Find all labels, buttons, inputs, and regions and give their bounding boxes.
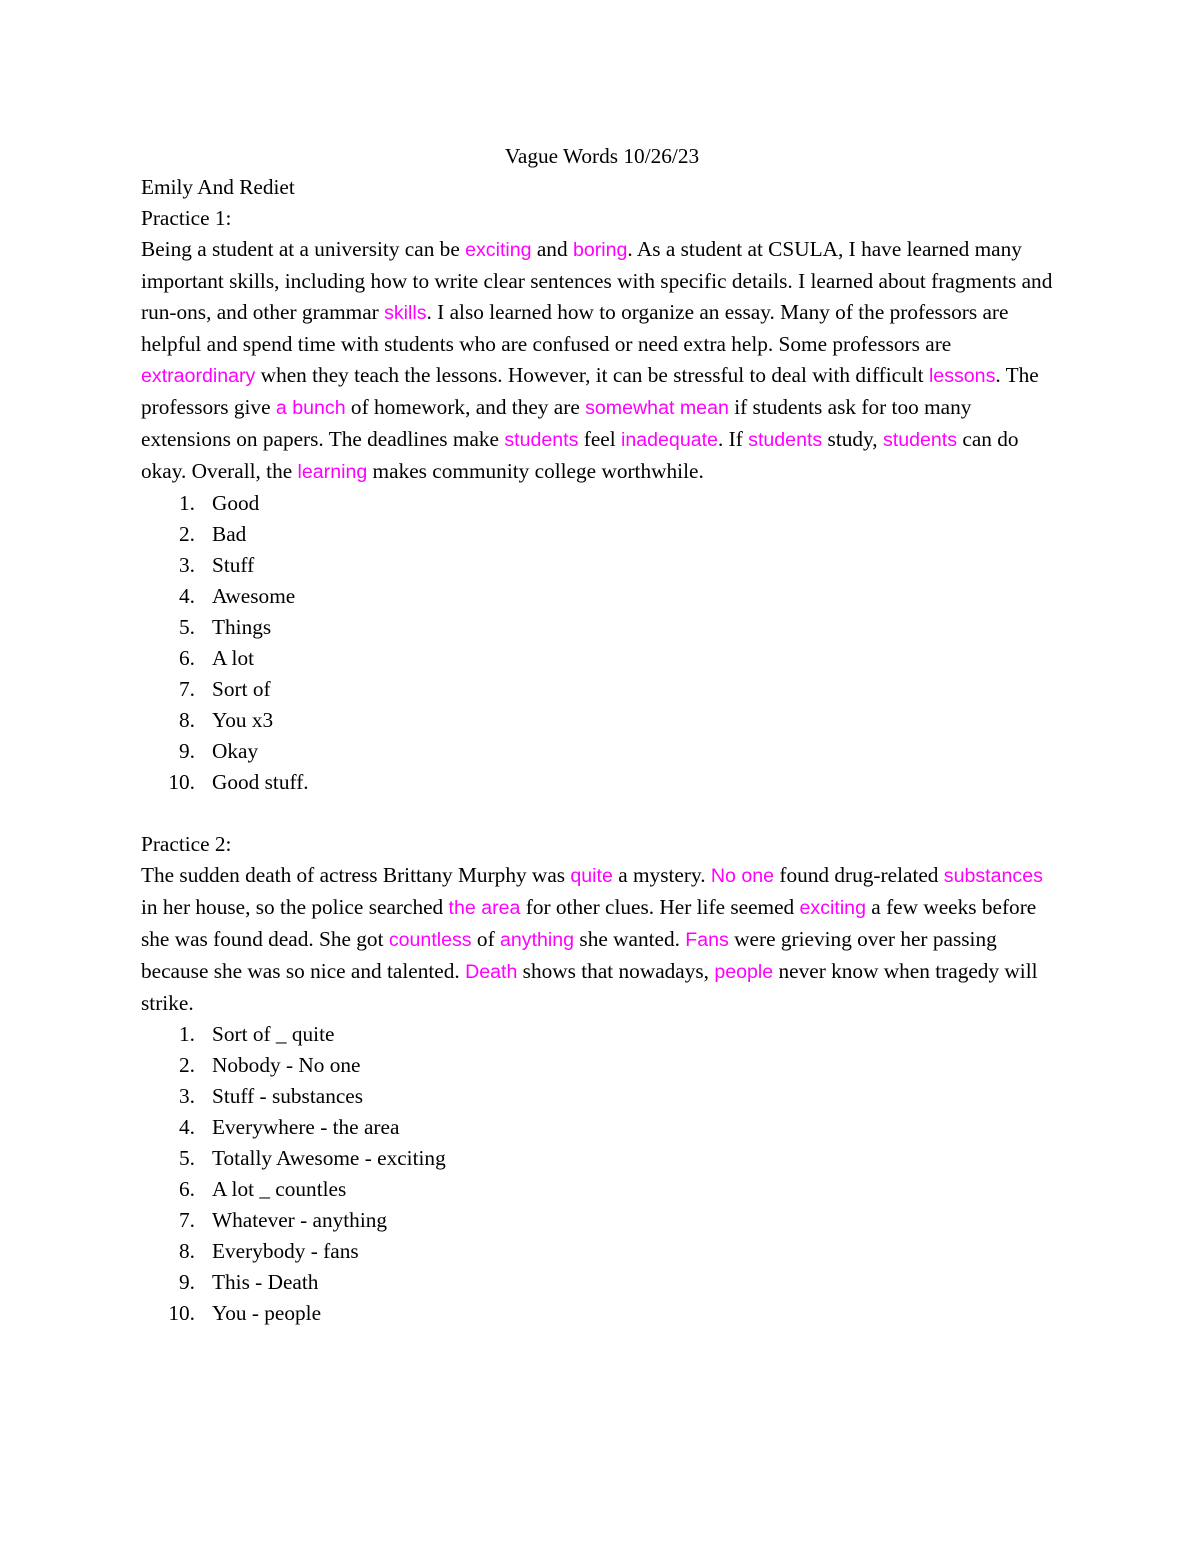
list-item-number: 2. [179, 522, 195, 546]
paragraph-text: she wanted. [574, 927, 686, 951]
list-item-text: A lot [212, 646, 255, 670]
list-item-number: 8. [179, 1239, 195, 1263]
list-item [141, 705, 1063, 736]
list-item-number: 4. [179, 584, 195, 608]
list-item-number: 9. [179, 739, 195, 763]
highlighted-vague-word: students [504, 429, 579, 451]
list-item-text: This - Death [212, 1270, 319, 1294]
paragraph-text: in her house, so the police searched [141, 895, 449, 919]
list-item-number: 4. [179, 1115, 195, 1139]
paragraph-text: can do okay. Overall, the [141, 427, 1019, 483]
highlighted-vague-word: lessons [928, 365, 996, 387]
paragraph-text: of [471, 927, 500, 951]
list-item [141, 767, 1063, 798]
list-item [141, 1267, 1063, 1298]
list-item-number: 8. [179, 708, 195, 732]
practice-2-replacement-list [141, 1019, 1063, 1329]
list-item-text: A lot _ countles [212, 1177, 347, 1201]
paragraph-text: a mystery. [612, 863, 711, 887]
practice-2-paragraph [141, 860, 1063, 1019]
practice-2-heading: Practice 2: [141, 832, 232, 856]
list-item-text: Totally Awesome - exciting [212, 1146, 446, 1170]
practice-1-paragraph [141, 234, 1063, 488]
paragraph-text: makes community college worthwhile. [367, 459, 704, 483]
paragraph-text: study, [822, 427, 883, 451]
list-item-text: You x3 [212, 708, 274, 732]
paragraph-text: and [531, 237, 573, 261]
list-item-number: 1. [179, 491, 195, 515]
highlighted-vague-word: quite [570, 865, 613, 887]
list-item-text: You - people [212, 1301, 322, 1325]
highlighted-vague-word: anything [500, 929, 575, 951]
list-item [141, 1143, 1063, 1174]
highlighted-vague-word: Fans [685, 929, 729, 951]
list-item-number: 5. [179, 615, 195, 639]
list-item-text: Sort of [212, 677, 271, 701]
highlighted-vague-word: boring [572, 239, 628, 261]
list-item [141, 1019, 1063, 1050]
paragraph-text: shows that nowadays, [517, 959, 715, 983]
list-item-number: 10. [168, 1301, 195, 1325]
list-item-text: Everywhere - the area [212, 1115, 400, 1139]
list-item [141, 674, 1063, 705]
list-item [141, 643, 1063, 674]
list-item-text: Bad [212, 522, 247, 546]
list-item-number: 1. [179, 1022, 195, 1046]
list-item-number: 9. [179, 1270, 195, 1294]
list-item-number: 10. [168, 770, 195, 794]
paragraph-text: never know when tragedy will strike. [141, 959, 1038, 1015]
paragraph-text: . The professors give [141, 363, 1039, 419]
highlighted-vague-word: No one [710, 865, 775, 887]
paragraph-text: . I also learned how to organize an essay. Many of the professors are helpful and spend time with students who are confused or need extra help. Some professors are [141, 300, 1009, 356]
paragraph-text: for other clues. Her life seemed [520, 895, 800, 919]
list-item [141, 1112, 1063, 1143]
list-item-number: 6. [179, 646, 195, 670]
list-item-text: Stuff - substances [212, 1084, 364, 1108]
list-item-number: 3. [179, 553, 195, 577]
highlighted-vague-word: extraordinary [141, 365, 256, 387]
list-item [141, 1081, 1063, 1112]
paragraph-text: found drug-related [774, 863, 944, 887]
list-item [141, 1050, 1063, 1081]
document-body [141, 141, 1063, 1329]
paragraph-text: if students ask for too many extensions on papers. The deadlines make [141, 395, 972, 451]
list-item-text: Sort of _ quite [212, 1022, 335, 1046]
list-item [141, 581, 1063, 612]
list-item [141, 1174, 1063, 1205]
list-item [141, 736, 1063, 767]
list-item-number: 3. [179, 1084, 195, 1108]
list-item-text: Everybody - fans [212, 1239, 359, 1263]
list-item-number: 7. [179, 1208, 195, 1232]
highlighted-vague-word: somewhat mean [585, 397, 729, 419]
practice-1-heading: Practice 1: [141, 206, 232, 230]
document-title: Vague Words 10/26/23 [504, 144, 700, 168]
list-item-text: Good [212, 491, 260, 515]
list-item-text: Things [212, 615, 272, 639]
list-item-number: 2. [179, 1053, 195, 1077]
highlighted-vague-word: countless [388, 929, 472, 951]
list-item [141, 550, 1063, 581]
highlighted-vague-word: exciting [799, 897, 866, 919]
highlighted-vague-word: skills [384, 302, 427, 324]
list-item-text: Okay [212, 739, 259, 763]
highlighted-vague-word: substances [943, 865, 1043, 887]
list-item [141, 612, 1063, 643]
highlighted-vague-word: people [714, 961, 774, 983]
section-spacer [141, 798, 1063, 829]
highlighted-vague-word: students [882, 429, 958, 451]
list-item [141, 1236, 1063, 1267]
highlighted-vague-word: Death [465, 961, 518, 983]
list-item-text: Awesome [212, 584, 296, 608]
authors-line: Emily And Rediet [141, 175, 295, 199]
highlighted-vague-word: learning [297, 461, 368, 483]
paragraph-text: The sudden death of actress Brittany Murphy was [141, 863, 571, 887]
list-item [141, 1298, 1063, 1329]
list-item-text: Good stuff. [212, 770, 309, 794]
list-item-number: 5. [179, 1146, 195, 1170]
list-item-text: Stuff [212, 553, 255, 577]
highlighted-vague-word: inadequate [620, 429, 718, 451]
list-item [141, 1205, 1063, 1236]
list-item-number: 7. [179, 677, 195, 701]
paragraph-text: Being a student at a university can be [141, 237, 466, 261]
paragraph-text: . As a student at CSULA, I have learned many important skills, including how to write clear sentences with specific details. I learned about fragments and run-ons, and other grammar [141, 237, 1053, 324]
list-item-text: Nobody - No one [212, 1053, 361, 1077]
paragraph-text: feel [578, 427, 621, 451]
list-item [141, 488, 1063, 519]
paragraph-text: of homework, and they are [345, 395, 586, 419]
paragraph-text: were grieving over her passing because she was so nice and talented. [141, 927, 997, 983]
paragraph-text: . If [717, 427, 749, 451]
paragraph-text: when they teach the lessons. However, it can be stressful to deal with difficult [255, 363, 929, 387]
list-item [141, 519, 1063, 550]
practice-1-vague-words-list [141, 488, 1063, 798]
highlighted-vague-word: students [748, 429, 823, 451]
highlighted-vague-word: exciting [465, 239, 532, 261]
paragraph-text: a few weeks before she was found dead. She got [141, 895, 1037, 951]
highlighted-vague-word: a bunch [275, 397, 346, 419]
list-item-number: 6. [179, 1177, 195, 1201]
highlighted-vague-word: the area [448, 897, 521, 919]
list-item-text: Whatever - anything [212, 1208, 388, 1232]
